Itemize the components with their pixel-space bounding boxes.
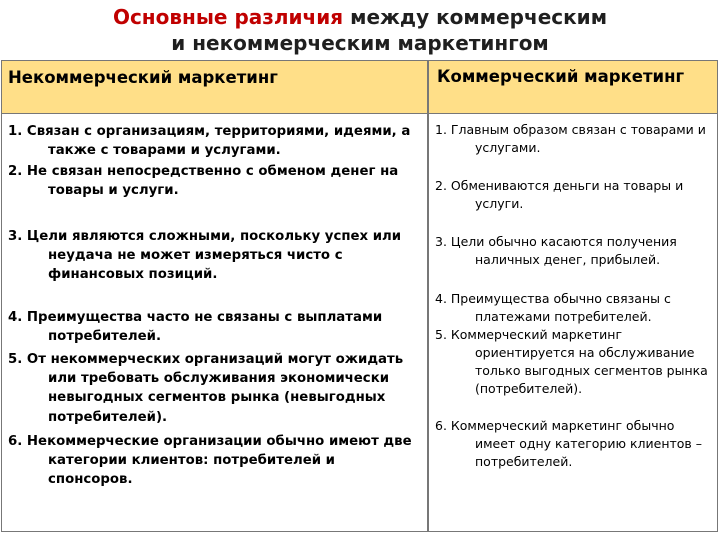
header-divider [2, 113, 717, 114]
commercial-item-1: 1. Главным образом связан с товарами и услугами. [435, 122, 706, 155]
commercial-item-6: 6. Коммерческий маркетинг обычно имеет одну категорию клиентов – потребителей. [435, 418, 703, 469]
slide-title [0, 4, 720, 56]
header-noncommercial: Некоммерческий маркетинг [2, 61, 427, 113]
header-commercial: Коммерческий маркетинг [429, 61, 717, 113]
column-divider [427, 61, 429, 531]
noncommercial-item-1: 1. Связан с организациям, территориями, идеями, а также с товарами и услугами. [8, 124, 411, 159]
noncommercial-item-5: 5. От некоммерческих организаций могут ожидать или требовать обслуживания экономически невыгодных сегментов рынка (невыгодных потребителей). [8, 352, 404, 425]
commercial-item-5: 5. Коммерческий маркетинг ориентируется на обслуживание только выгодных сегментов рынка (потребителей). [435, 327, 708, 396]
noncommercial-item-4: 4. Преимущества часто не связаны с выплатами потребителей. [8, 310, 383, 345]
commercial-item-2: 2. Обмениваются деньги на товары и услуги. [435, 178, 684, 211]
title-rest: между коммерческим [343, 5, 608, 29]
comparison-table [1, 60, 718, 532]
noncommercial-item-3: 3. Цели являются сложными, поскольку успех или неудача не может измеряться чисто с финансовых позиций. [8, 229, 402, 283]
noncommercial-item-2: 2. Не связан непосредственно с обменом денег на товары и услуги. [8, 164, 399, 199]
title-line-1 [0, 4, 720, 30]
commercial-item-4: 4. Преимущества обычно связаны с платежами потребителей. [435, 291, 671, 324]
noncommercial-item-6: 6. Некоммерческие организации обычно имеют две категории клиентов: потребителей и спонсоров. [8, 434, 412, 488]
title-line-2: и некоммерческим маркетингом [171, 31, 549, 55]
commercial-item-3: 3. Цели обычно касаются получения наличных денег, прибылей. [435, 234, 677, 267]
title-accent: Основные различия [112, 5, 344, 29]
